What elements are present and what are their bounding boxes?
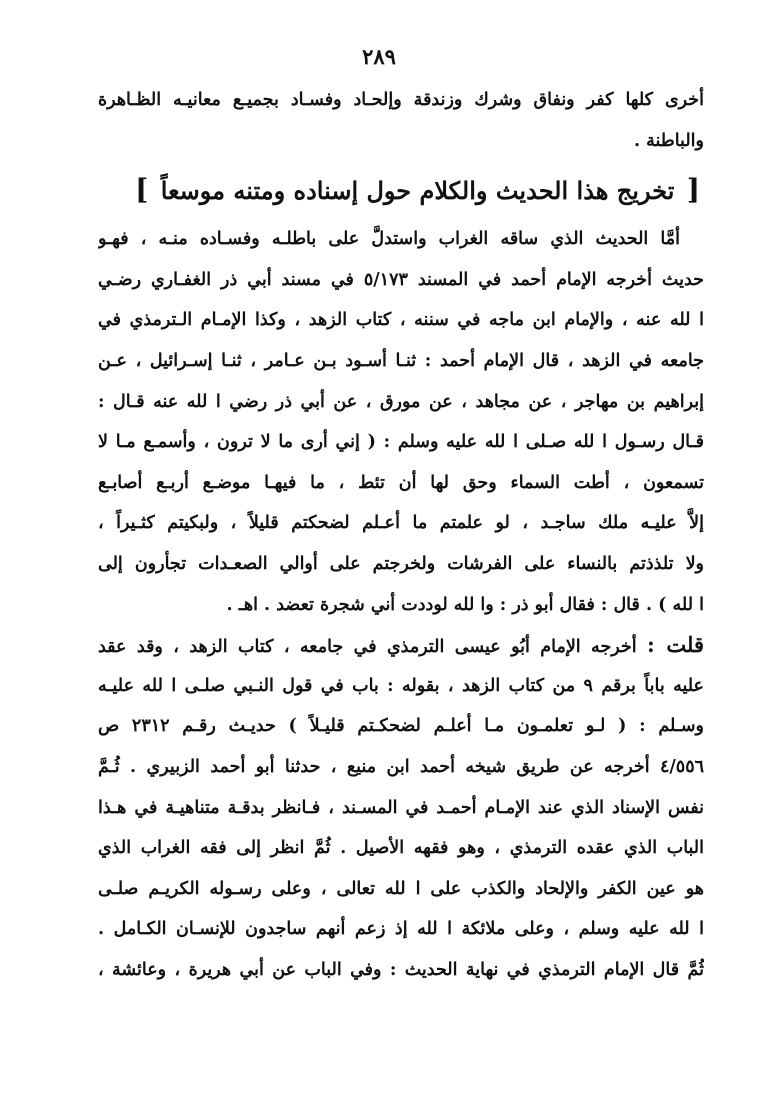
body-line-9: ولا تلذذتم بالنساء على الفرشات ولخرجتم على أوالي الصعـدات تجأرون إلى [98, 553, 704, 574]
qult-label: قلت : [647, 632, 704, 658]
body-line-5: إبراهيم بن مهاجر ، عن مجاهد ، عن مورق ، عن أبي ذر رضي ا لله عنه قـال : [98, 391, 704, 412]
intro-line-2: والباطنة . [633, 130, 704, 151]
page-content [98, 80, 704, 990]
heading-open-bracket: [ [686, 173, 700, 207]
body-line-3: ا لله عنه ، والإمام ابن ماجه في سننه ، كتاب الزهد ، وكذا الإمـام الـترمذي في [98, 310, 704, 331]
heading-text: تخريج هذا الحديث والكلام حول إسناده ومتنه موسعاً [160, 176, 675, 206]
page-number: ٢٨٩ [362, 44, 396, 69]
body-line-10: ا لله ) . قال : فقال أبو ذر : وا لله لوددت أني شجرة تعضد . اهـ . [226, 594, 704, 615]
qult-line-4: ٤/٥٥٦ أخرجه عن طريق شيخه أحمد ابن منيع ، حدثنا أبو أحمد الزبيري . ثُـمَّ [98, 756, 704, 777]
body-line-7: تسمعون ، أطت السماء وحق لها أن تئط ، ما فيهـا موضـع أربـع أصابـع [98, 472, 704, 493]
body-line-6: قـال رسـول ا لله صـلى ا لله عليه وسلم : ( إني أرى ما لا ترون ، وأسمـع مـا لا [98, 432, 704, 453]
qult-line-2: عليه باباً برقم ٩ من كتاب الزهد ، بقوله : باب في قول النـبي صلـى ا لله عليـه [98, 675, 704, 696]
qult-line-3: وسـلم : ( لـو تعلمـون مـا أعلـم لضحكـتم قليـلاً ) حديـث رقـم ٢٣١٢ ص [98, 716, 704, 737]
body-line-4: جامعه في الزهد ، قال الإمام أحمد : ثنـا أسـود بـن عـامر ، ثنـا إسـرائيل ، عـن [98, 350, 704, 371]
qult-line-9: ثُمَّ قال الإمام الترمذي في نهاية الحديث : وفي الباب عن أبي هريرة ، وعائشة ، [98, 959, 704, 980]
body-line-1: أمَّا الحديث الذي ساقه الغراب واستدلَّ على باطلـه وفسـاده منـه ، فهـو [98, 229, 680, 250]
qult-line-1-text: أخرجه الإمام أبُو عيسى الترمذي في جامعه ، كتاب الزهد ، وقد عقد [98, 637, 637, 658]
body-line-8: إلاَّ عليـه ملك ساجـد ، لو علمتم ما أعـلم لضحكتم قليلاً ، ولبكيتم كثـيراً ، [98, 513, 704, 534]
body-line-2: حديث أخرجه الإمام أحمد في المسند ٥/١٧٣ في مسند أبي ذر الغفـاري رضـي [98, 269, 704, 290]
heading-close-bracket: ] [135, 173, 149, 207]
intro-line-1: أخرى كلها كفر ونفاق وشرك وزندقة وإلحـاد وفسـاد بجميـع معانيـه الظـاهرة [98, 90, 704, 110]
qult-line-8: ا لله عليه وسلم ، وعلى ملائكة ا لله إذ زعم أنهم ساجدون للإنسـان الكـامل . [98, 919, 704, 940]
qult-line-6: الباب الذي عقده الترمذي ، وهو فقهه الأصيل . ثُمَّ انظر إلى فقه الغراب الذي [98, 838, 704, 859]
qult-line-7: هو عين الكفر والإلحاد والكذب على ا لله تعالى ، وعلى رسـوله الكريـم صلـى [98, 878, 704, 899]
section-heading [98, 161, 704, 219]
qult-line-5: نفس الإسناد الذي عند الإمـام أحمـد في المسـند ، فـانظر بدقـة متناهيـة في هـذا [98, 797, 704, 818]
qult-line-1 [98, 625, 704, 666]
